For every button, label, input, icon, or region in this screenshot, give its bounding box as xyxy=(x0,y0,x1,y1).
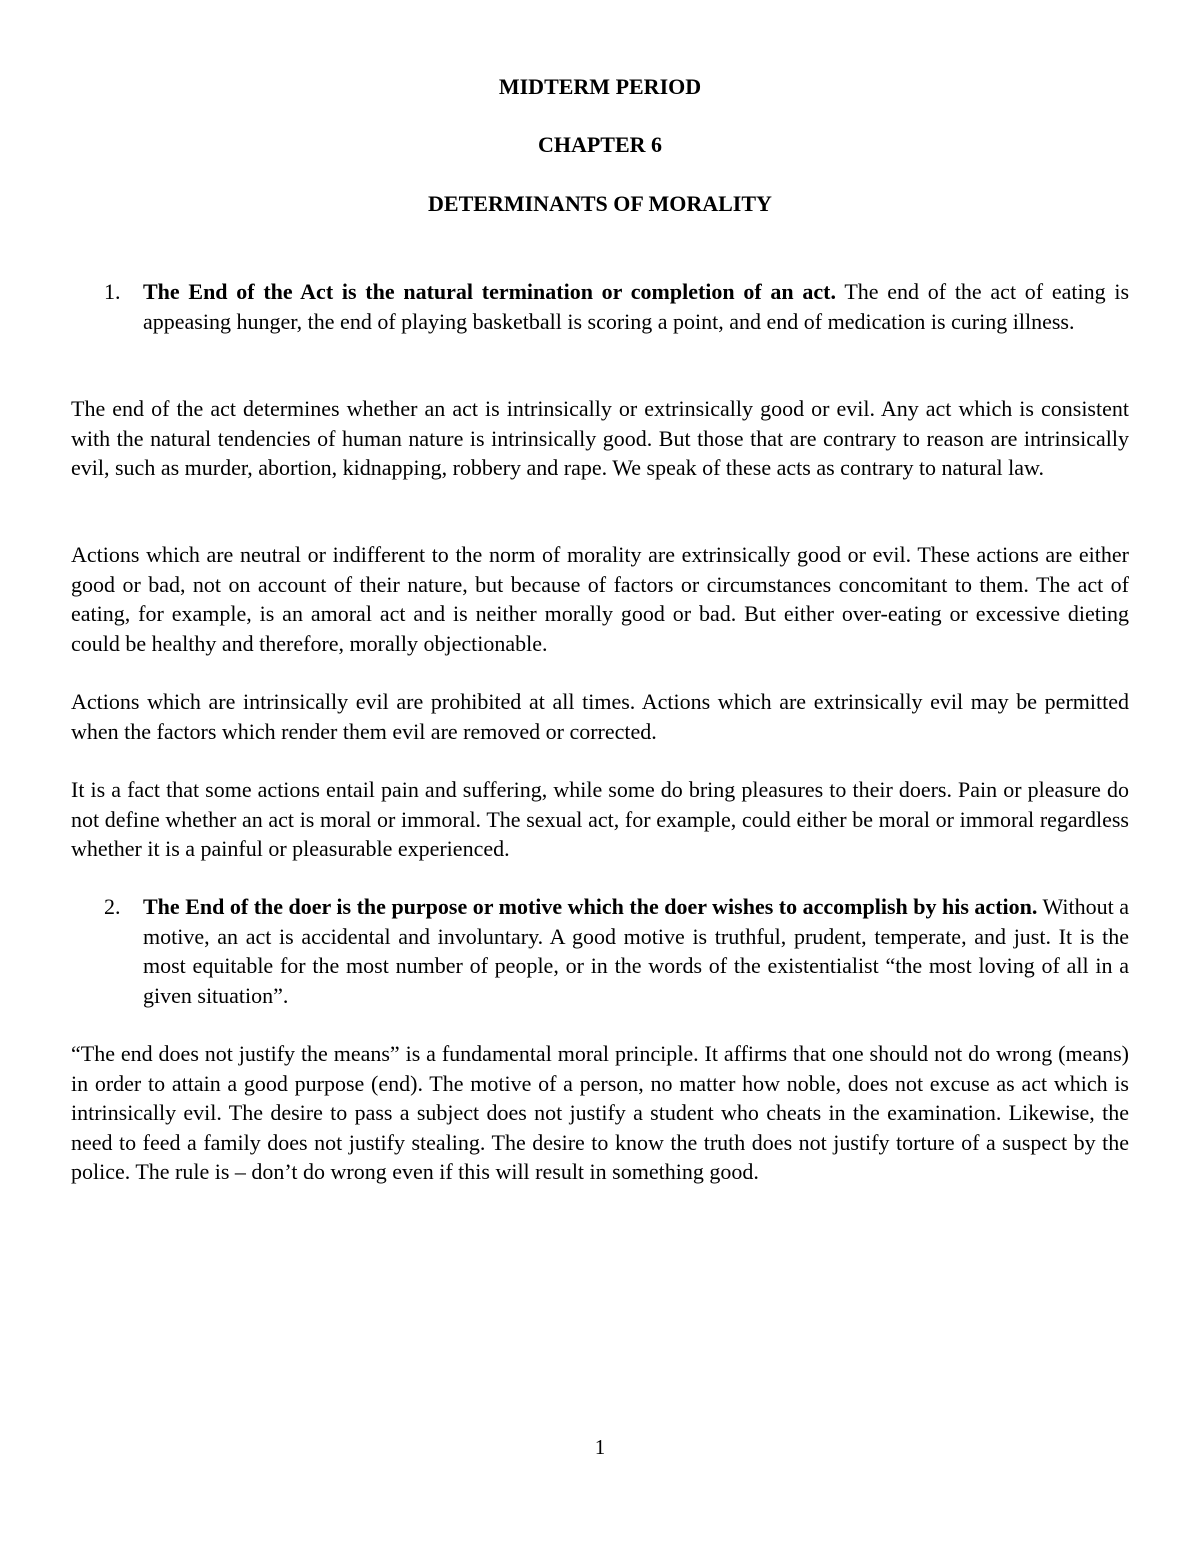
list-item-1-text: The end of the act of eating is appeasing hunger, the end of playing basketball is scoring a point, and end of medication is curing illness. xyxy=(143,279,1130,334)
list-item-2 xyxy=(143,892,1129,1010)
list-item-1-bold: The End of the Act is the natural termination or completion of an act. xyxy=(143,279,836,304)
paragraph-4: It is a fact that some actions entail pain and suffering, while some do bring pleasures to their doers. Pain or pleasure do not define whether an act is moral or immoral. The sexual act, for example, could either be moral or immoral regardless whether it is a painful or pleasurable experienced. xyxy=(71,777,1129,861)
list-item-1 xyxy=(143,277,1129,336)
list-number-1: 1. xyxy=(104,279,121,304)
paragraph-3: Actions which are intrinsically evil are prohibited at all times. Actions which are extrinsically evil may be permitted when the factors which render them evil are removed or corrected. xyxy=(71,689,1129,744)
paragraph-2: Actions which are neutral or indifferent to the norm of morality are extrinsically good or evil. These actions are either good or bad, not on account of their nature, but because of factors or circumstances concomitant to them. The act of eating, for example, is an amoral act and is neither morally good or bad. But either over-eating or excessive dieting could be healthy and therefore, morally objectionable. xyxy=(71,542,1129,656)
paragraph-5: “The end does not justify the means” is a fundamental moral principle. It affirms that one should not do wrong (means) in order to attain a good purpose (end). The motive of a person, no matter how noble, does not excuse as act which is intrinsically evil. The desire to pass a subject does not justify a student who cheats in the examination. Likewise, the need to feed a family does not justify stealing. The desire to know the truth does not justify torture of a suspect by the police. The rule is – don’t do wrong even if this will result in something good. xyxy=(71,1041,1129,1184)
list-number-2: 2. xyxy=(104,894,121,919)
list-item-2-text: Without a motive, an act is accidental and involuntary. A good motive is truthful, prudent, temperate, and just. It is the most equitable for the most number of people, or in the words of the existentialist “the most loving of all in a given situation”. xyxy=(143,894,1129,1008)
period-heading: MIDTERM PERIOD xyxy=(498,74,702,99)
page-number: 1 xyxy=(594,1435,606,1459)
paragraph-1: The end of the act determines whether an act is intrinsically or extrinsically good or evil. Any act which is consistent with the natural tendencies of human nature is intrinsically good. But those that are contrary to reason are intrinsically evil, such as murder, abortion, kidnapping, robbery and rape. We speak of these acts as contrary to natural law. xyxy=(71,396,1129,480)
chapter-heading: CHAPTER 6 xyxy=(537,132,663,157)
topic-heading: DETERMINANTS OF MORALITY xyxy=(428,191,772,216)
list-item-2-bold: The End of the doer is the purpose or motive which the doer wishes to accomplish by his action. xyxy=(143,894,1038,919)
